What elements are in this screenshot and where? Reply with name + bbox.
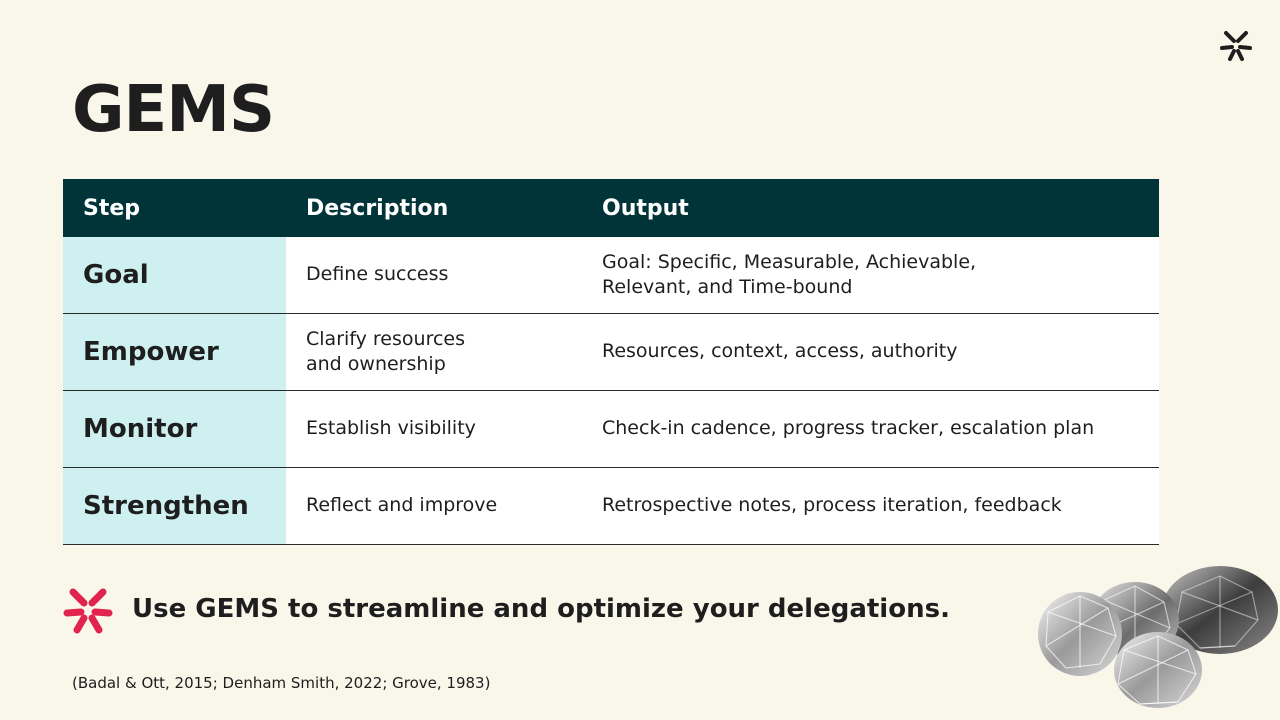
description-cell xyxy=(286,468,582,545)
column-header-step: Step xyxy=(63,179,286,237)
output-cell xyxy=(582,237,1159,314)
output-cell xyxy=(582,468,1159,545)
table-header-row xyxy=(63,179,1159,237)
step-label: Goal xyxy=(83,259,149,290)
description-text: Clarify resources and ownership xyxy=(306,327,465,375)
output-text: Retrospective notes, process iteration, feedback xyxy=(602,494,1062,517)
company-logo-icon xyxy=(1218,28,1254,64)
output-text: Check-in cadence, progress tracker, escalation plan xyxy=(602,417,1095,440)
description-cell xyxy=(286,391,582,468)
step-label: Empower xyxy=(83,336,219,367)
step-label: Monitor xyxy=(83,413,198,444)
output-text: Resources, context, access, authority xyxy=(602,340,958,363)
description-cell xyxy=(286,314,582,391)
output-cell xyxy=(582,314,1159,391)
output-cell xyxy=(582,391,1159,468)
description-text: Establish visibility xyxy=(306,417,476,440)
tagline: Use GEMS to streamline and optimize your delegations. xyxy=(132,594,950,624)
table-row-empower xyxy=(63,314,1159,391)
column-header-output: Output xyxy=(582,179,1159,237)
asterisk-logo-icon xyxy=(62,586,114,636)
step-cell xyxy=(63,314,286,391)
citation: (Badal & Ott, 2015; Denham Smith, 2022; Grove, 1983) xyxy=(72,674,491,692)
table-row-goal xyxy=(63,237,1159,314)
column-header-description: Description xyxy=(286,179,582,237)
description-text: Reflect and improve xyxy=(306,494,498,517)
step-cell xyxy=(63,391,286,468)
step-cell xyxy=(63,468,286,545)
output-text: Goal: Specific, Measurable, Achievable, Relevant, and Time-bound xyxy=(602,250,977,298)
step-cell xyxy=(63,237,286,314)
description-text: Define success xyxy=(306,263,449,286)
step-label: Strengthen xyxy=(83,490,249,521)
table-row-strengthen xyxy=(63,468,1159,545)
table-row-monitor xyxy=(63,391,1159,468)
gems-table xyxy=(63,179,1159,545)
page-title: GEMS xyxy=(72,73,275,147)
description-cell xyxy=(286,237,582,314)
gemstones-image xyxy=(1030,562,1280,712)
